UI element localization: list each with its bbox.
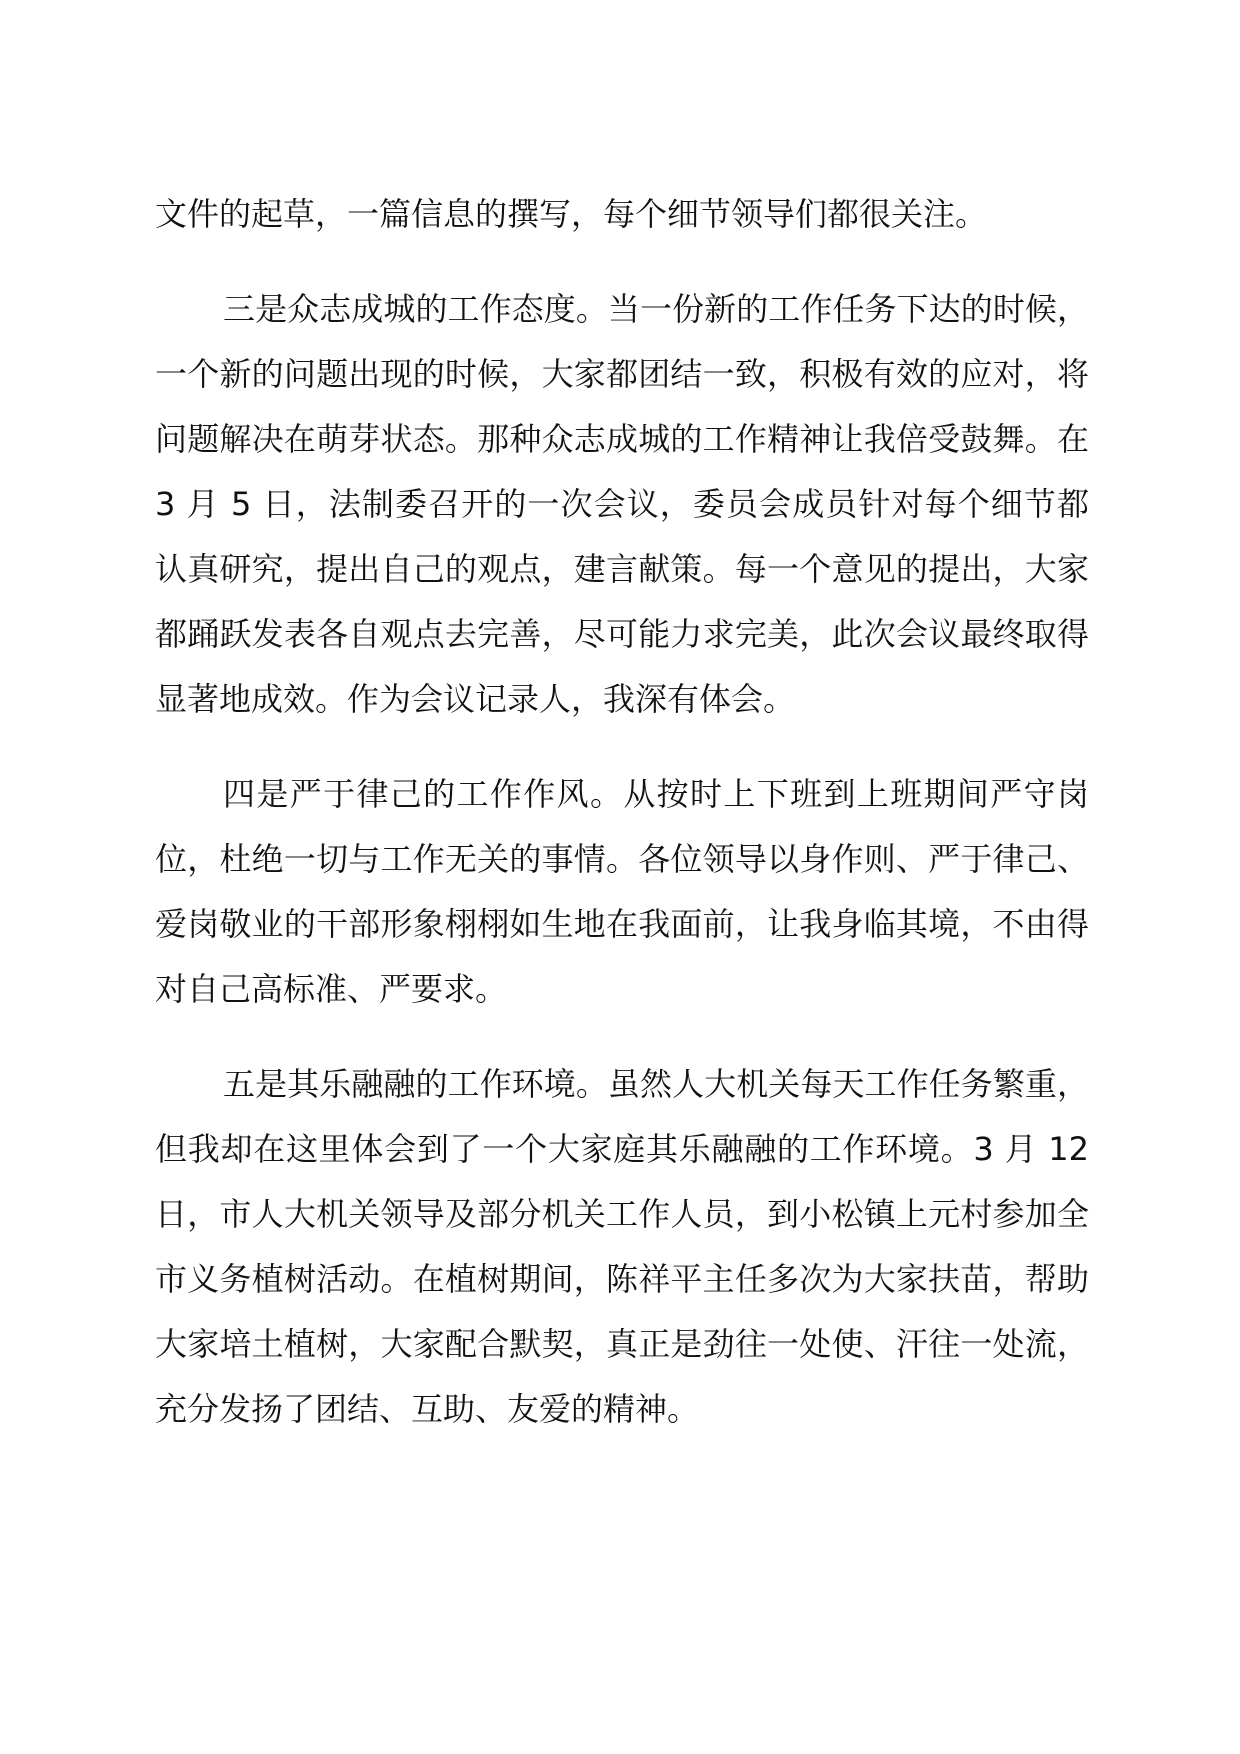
paragraph-teamwork-attitude: 三是众志成城的工作态度。当一份新的工作任务下达的时候，一个新的问题出现的时候，大家都团结一致，积极有效的应对，将问题解决在萌芽状态。那种众志成城的工作精神让我倍受鼓舞。在 3 月 5 日，法制委召开的一次会议，委员会成员针对每个细节都认真研究，提出自己的观点，建言献策。每一个意见的提出，大家都踊跃发表各自观点去完善，尽可能力求完美，此次会议最终取得显著地成效。作为会议记录人，我深有体会。 bbox=[155, 290, 1089, 718]
document-body bbox=[155, 182, 1089, 1472]
paragraph-self-discipline: 四是严于律己的工作作风。从按时上下班到上班期间严守岗位，杜绝一切与工作无关的事情。各位领导以身作则、严于律己、爱岗敬业的干部形象栩栩如生地在我面前，让我身临其境，不由得对自己高标准、严要求。 bbox=[155, 775, 1089, 1008]
paragraph-continuation: 文件的起草，一篇信息的撰写，每个细节领导们都很关注。 bbox=[155, 195, 988, 233]
paragraph-work-environment: 五是其乐融融的工作环境。虽然人大机关每天工作任务繁重，但我却在这里体会到了一个大家庭其乐融融的工作环境。3 月 12 日，市人大机关领导及部分机关工作人员，到小松镇上元村参加全市义务植树活动。在植树期间，陈祥平主任多次为大家扶苗，帮助大家培土植树，大家配合默契，真正是劲往一处使、汗往一处流，充分发扬了团结、互助、友爱的精神。 bbox=[155, 1065, 1089, 1428]
